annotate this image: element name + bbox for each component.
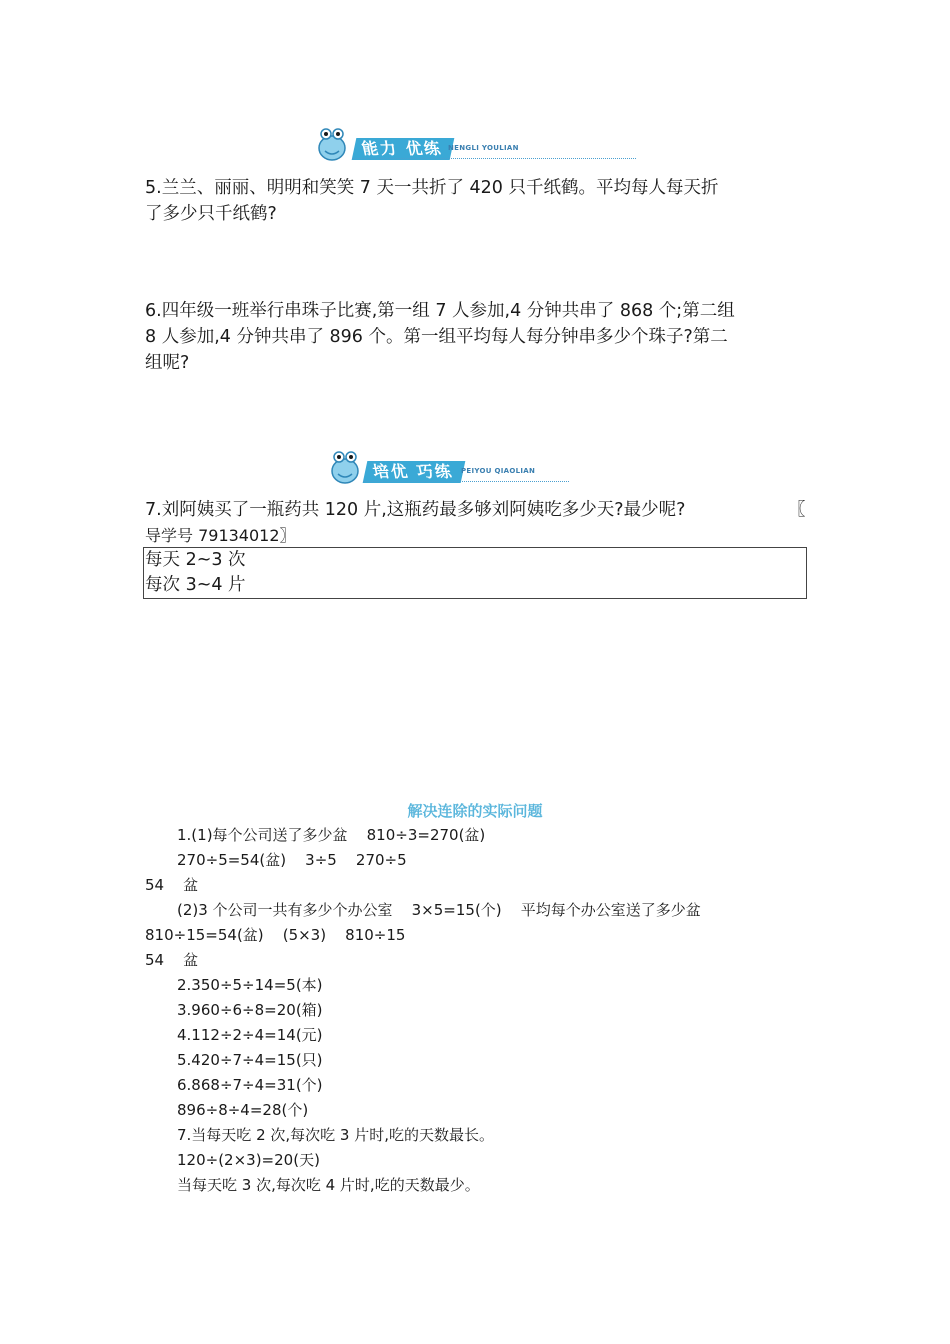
question-text: 6.四年级一班举行串珠子比赛,第一组 7 人参加,4 分钟共串了 868 个;第二组: [145, 301, 735, 321]
section-banner-advanced: [325, 447, 575, 491]
answer-line: 120÷(2×3)=20(天): [177, 1151, 320, 1169]
answer-line: 4.112÷2÷4=14(元): [177, 1026, 323, 1044]
guide-number: 导学号 79134012〗: [145, 526, 296, 545]
question-text: 了多少只千纸鹤?: [145, 204, 277, 224]
answer-line: 896÷8÷4=28(个): [177, 1101, 309, 1119]
answer-line: (2)3 个公司一共有多少个办公室 3×5=15(个) 平均每个办公室送了多少盆: [177, 901, 701, 919]
section-pinyin: NENGLI YOULIAN: [448, 144, 519, 152]
section-title: 能力: [359, 139, 400, 158]
hint-box: [143, 547, 807, 599]
question-text: 组呢?: [145, 353, 190, 373]
question-text-main: 7.刘阿姨买了一瓶药共 120 片,这瓶药最多够刘阿姨吃多少天?最少呢?: [145, 500, 686, 520]
section-pinyin: PEIYOU QIAOLIAN: [461, 467, 536, 475]
question-5: [145, 175, 805, 227]
hint-line: 每次 3~4 片: [145, 575, 246, 595]
section-title-2: 优练: [403, 139, 444, 158]
answer-line: 6.868÷7÷4=31(个): [177, 1076, 323, 1094]
answer-line: 54 盆: [145, 876, 199, 894]
answer-line: 2.350÷5÷14=5(本): [177, 976, 323, 994]
dotted-rule: [352, 158, 636, 159]
question-text: 5.兰兰、丽丽、明明和笑笑 7 天一共折了 420 只千纸鹤。平均每人每天折: [145, 178, 719, 198]
answer-line: 810÷15=54(盆) (5×3) 810÷15: [145, 926, 406, 944]
guide-bracket: 〖: [788, 500, 806, 520]
question-text: 8 人参加,4 分钟共串了 896 个。第一组平均每人每分钟串多少个珠子?第二: [145, 327, 728, 347]
mascot-icon: [312, 124, 352, 164]
answer-line: 当每天吃 3 次,每次吃 4 片时,吃的天数最少。: [177, 1176, 480, 1194]
dotted-rule: [363, 481, 569, 482]
section-title-tag: [363, 461, 465, 483]
section-banner-ability: [312, 124, 642, 168]
mascot-icon: [325, 447, 365, 487]
section-title-tag: [352, 138, 454, 160]
answer-line: 5.420÷7÷4=15(只): [177, 1051, 323, 1069]
question-text: [145, 497, 805, 523]
section-title-2: 巧练: [414, 462, 455, 481]
answer-line: 270÷5=54(盆) 3÷5 270÷5: [177, 851, 407, 869]
hint-line: 每天 2~3 次: [145, 550, 246, 570]
question-6: [145, 298, 805, 376]
answer-line: 7.当每天吃 2 次,每次吃 3 片时,吃的天数最长。: [177, 1126, 495, 1144]
answers-title: 解决连除的实际问题: [407, 802, 543, 820]
question-7: [145, 497, 805, 549]
answer-line: 54 盆: [145, 951, 199, 969]
answer-line: 3.960÷6÷8=20(箱): [177, 1001, 323, 1019]
section-title: 培优: [370, 462, 411, 481]
answer-line: 1.(1)每个公司送了多少盆 810÷3=270(盆): [177, 826, 486, 844]
